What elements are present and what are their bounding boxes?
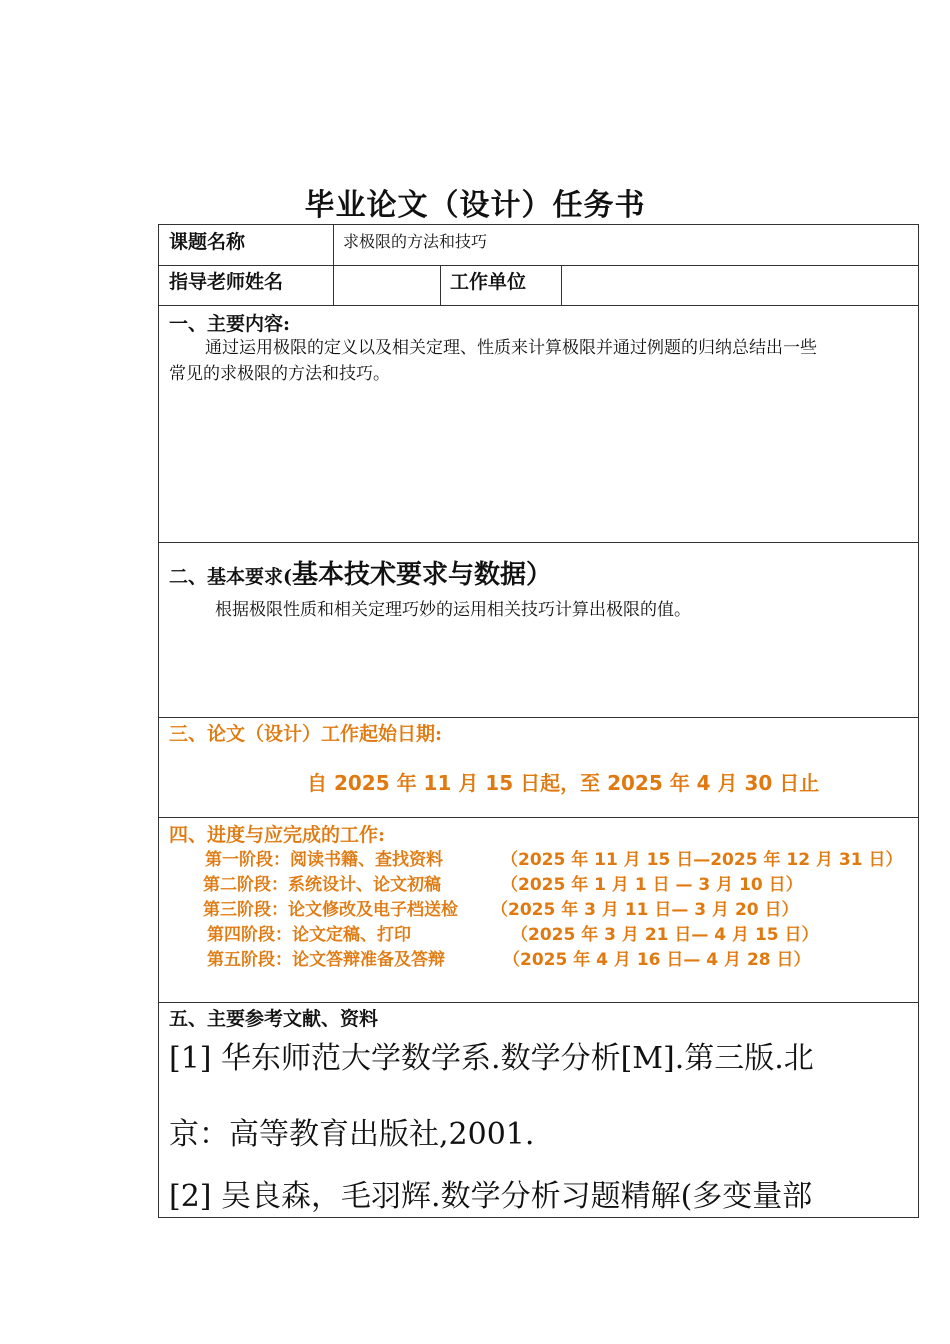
divider	[333, 225, 334, 305]
stage-name: 第二阶段：系统设计、论文初稿	[203, 875, 441, 895]
topic-label: 课题名称	[169, 231, 246, 253]
divider	[159, 542, 918, 543]
section2-heading-prefix: 二、基本要求(	[169, 566, 292, 588]
stage-item	[207, 945, 811, 970]
stage-item	[205, 845, 903, 870]
stage-item	[203, 895, 799, 920]
section1-text-line2: 常见的求极限的方法和技巧。	[169, 364, 390, 384]
section3-heading: 三、论文（设计）工作起始日期:	[169, 723, 443, 745]
divider	[159, 817, 918, 818]
divider	[159, 717, 918, 718]
topic-value: 求极限的方法和技巧	[343, 232, 488, 251]
stage-item	[207, 920, 819, 945]
stage-dates: （2025 年 11 月 15 日—2025 年 12 月 31 日）	[501, 850, 903, 870]
start-end-dates: 自 2025 年 11 月 15 日起，至 2025 年 4 月 30 日止	[307, 771, 820, 795]
unit-label: 工作单位	[450, 271, 527, 293]
section2-text: 根据极限性质和相关定理巧妙的运用相关技巧计算出极限的值。	[215, 600, 691, 620]
divider	[440, 265, 441, 305]
stage-dates: （2025 年 1 月 1 日 — 3 月 10 日）	[501, 875, 803, 895]
advisor-label: 指导老师姓名	[169, 271, 284, 293]
divider	[561, 265, 562, 305]
reference-2-line1: [2] 吴良森，毛羽辉.数学分析习题精解(多变量部	[169, 1179, 813, 1214]
divider	[159, 265, 918, 266]
task-table	[158, 224, 919, 1218]
stage-name: 第一阶段：阅读书籍、查找资料	[205, 850, 443, 870]
stage-name: 第三阶段：论文修改及电子档送检	[203, 900, 458, 920]
stage-dates: （2025 年 4 月 16 日— 4 月 28 日）	[503, 950, 811, 970]
page-title: 毕业论文（设计）任务书	[304, 188, 646, 223]
reference-1-line1: [1] 华东师范大学数学系.数学分析[M].第三版.北	[169, 1041, 814, 1076]
divider	[159, 1002, 918, 1003]
section5-heading: 五、主要参考文献、资料	[169, 1008, 379, 1030]
divider	[159, 305, 918, 306]
section1-heading: 一、主要内容:	[169, 313, 291, 335]
stage-item	[203, 870, 803, 895]
section2-heading	[169, 554, 552, 591]
stage-dates: （2025 年 3 月 11 日— 3 月 20 日）	[491, 900, 799, 920]
reference-1-line2: 京：高等教育出版社,2001.	[169, 1117, 535, 1152]
section4-heading: 四、进度与应完成的工作:	[169, 824, 386, 846]
stage-name: 第四阶段：论文定稿、打印	[207, 925, 411, 945]
section2-heading-main: 基本技术要求与数据）	[292, 560, 553, 590]
section1-text-line1: 通过运用极限的定义以及相关定理、性质来计算极限并通过例题的归纳总结出一些	[205, 338, 817, 358]
stage-dates: （2025 年 3 月 21 日— 4 月 15 日）	[511, 925, 819, 945]
stage-name: 第五阶段：论文答辩准备及答辩	[207, 950, 445, 970]
